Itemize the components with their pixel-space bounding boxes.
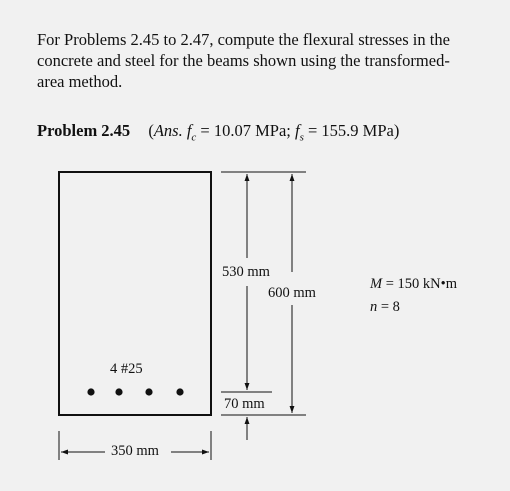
cover-label: 70 mm <box>224 396 265 412</box>
answer-open-paren: ( <box>148 121 154 140</box>
modular-ratio-value: = 8 <box>377 299 400 315</box>
total-depth-label: 600 mm <box>268 285 316 301</box>
moment-value: = 150 kN•m <box>382 276 457 292</box>
answer-prefix: Ans. <box>153 121 183 140</box>
fs-symbol: f <box>294 121 300 140</box>
problem-set-instructions: For Problems 2.45 to 2.47, compute the flexural stresses in the concrete and steel for the beams shown using the transformed-area method. <box>37 30 450 91</box>
problem-label: Problem 2.45 <box>37 121 131 140</box>
fs-subscript: s <box>299 131 304 144</box>
modular-ratio-label <box>370 299 400 316</box>
rebar-bar-2 <box>115 388 122 395</box>
moment-symbol: M <box>370 276 383 292</box>
fs-value: = 155.9 MPa) <box>303 121 400 140</box>
fc-value: = 10.07 MPa; <box>196 121 295 140</box>
rebar-label: 4 #25 <box>110 361 143 377</box>
rebar-bar-4 <box>176 388 183 395</box>
rebar-bar-3 <box>145 388 152 395</box>
effective-depth-label: 530 mm <box>222 264 270 280</box>
fc-symbol: f <box>186 121 192 140</box>
fc-subscript: c <box>191 131 197 144</box>
modular-ratio-symbol: n <box>370 299 378 315</box>
beam-cross-section <box>59 172 211 415</box>
width-label: 350 mm <box>111 443 159 459</box>
rebar-bar-1 <box>87 388 94 395</box>
moment-label <box>370 276 457 293</box>
